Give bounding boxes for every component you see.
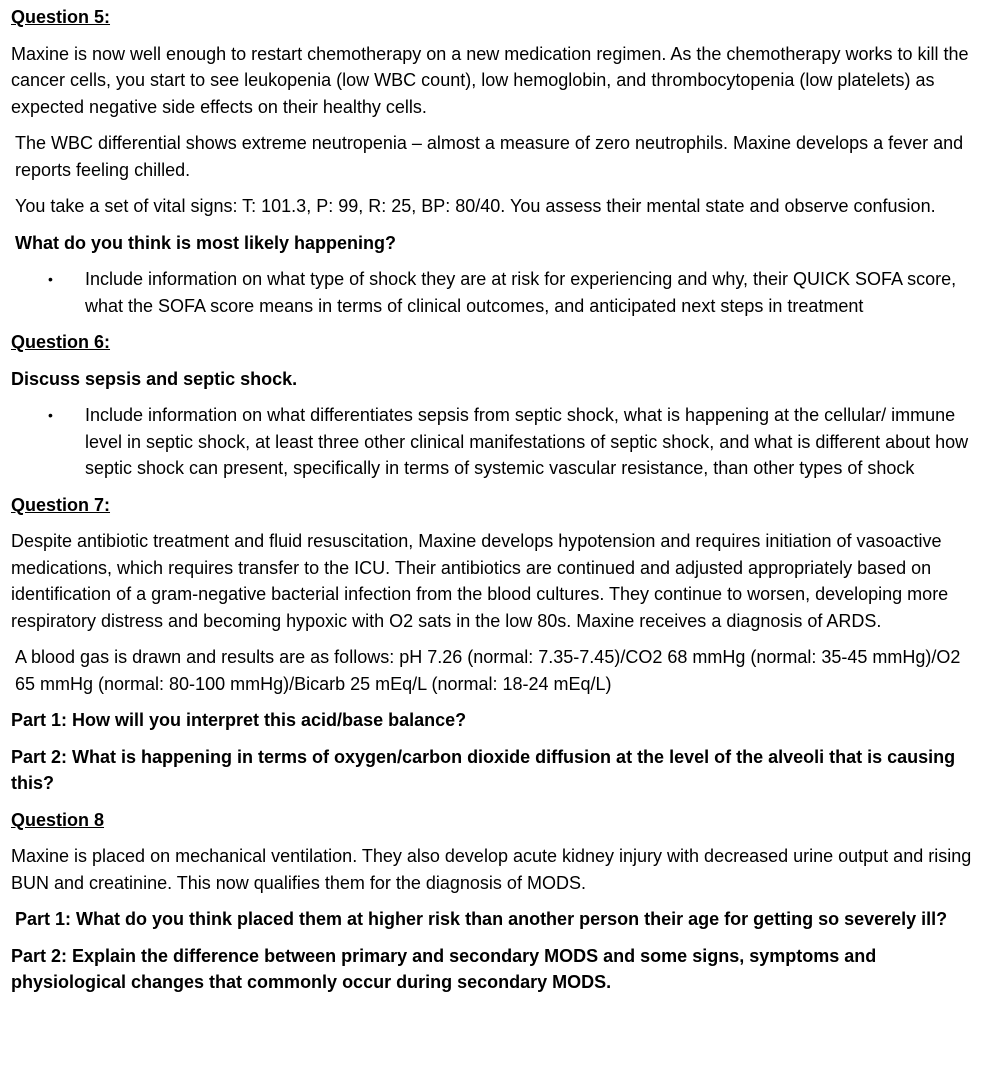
question-5-bullet xyxy=(11,266,978,319)
question-6-bullet-text: Include information on what differentiates sepsis from septic shock, what is happening at the cellular/ immune level in septic shock, at least three other clinical manifestations of septic shock, and what is different about how septic shock can present, specifically in terms of systemic vascular resistance, than other types of shock xyxy=(85,405,969,478)
question-5-bullet-text: Include information on what type of shock they are at risk for experiencing and why, their QUICK SOFA score, what the SOFA score means in terms of clinical outcomes, and anticipated next steps in treatment xyxy=(85,269,957,316)
question-6-prompt: Discuss sepsis and septic shock. xyxy=(11,368,298,389)
question-8 xyxy=(11,807,978,996)
question-5-paragraph-1: Maxine is now well enough to restart chemotherapy on a new medication regimen. As the chemotherapy works to kill the cancer cells, you start to see leukopenia (low WBC count), low hemoglobin, and thrombocytopenia (low platelets) as expected negative side effects on their healthy cells. xyxy=(11,43,969,117)
question-5 xyxy=(11,4,978,319)
question-7-heading: Question 7: xyxy=(11,494,111,515)
question-7-part-2: Part 2: What is happening in terms of oxygen/carbon dioxide diffusion at the level of the alveoli that is causing this? xyxy=(11,746,956,793)
question-6-bullet xyxy=(11,402,978,482)
question-5-heading: Question 5: xyxy=(11,7,111,27)
question-8-part-1: Part 1: What do you think placed them at higher risk than another person their age for getting so severely ill? xyxy=(15,909,948,929)
question-8-part-2: Part 2: Explain the difference between primary and secondary MODS and some signs, symptoms and physiological changes that commonly occur during secondary MODS. xyxy=(11,945,877,992)
question-7-part-1: Part 1: How will you interpret this acid/base balance? xyxy=(11,710,467,730)
question-7-paragraph-1: Despite antibiotic treatment and fluid resuscitation, Maxine develops hypotension and requires initiation of vasoactive medications, which requires transfer to the ICU. Their antibiotics are continued and adjusted appropriately based on identification of a gram-negative bacterial infection from the blood cultures. They continue to worsen, developing more respiratory distress and becoming hypoxic with O2 sats in the low 80s. Maxine receives a diagnosis of ARDS. xyxy=(11,531,949,631)
question-7-blood-gas: A blood gas is drawn and results are as follows: pH 7.26 (normal: 7.35-7.45)/CO2 68 mmHg (normal: 35-45 mmHg)/O2 65 mmHg (normal: 80-100 mmHg)/Bicarb 25 mEq/L (normal: 18-24 mEq/L) xyxy=(15,647,961,694)
question-8-paragraph-1: Maxine is placed on mechanical ventilation. They also develop acute kidney injury with decreased urine output and rising BUN and creatinine. This now qualifies them for the diagnosis of MODS. xyxy=(11,846,972,893)
question-5-vital-signs: You take a set of vital signs: T: 101.3, P: 99, R: 25, BP: 80/40. You assess their mental state and observe confusion. xyxy=(15,196,936,216)
question-5-prompt: What do you think is most likely happening? xyxy=(15,232,397,253)
bullet-icon: • xyxy=(48,407,53,423)
question-6 xyxy=(11,329,978,482)
question-7 xyxy=(11,492,978,797)
question-6-heading: Question 6: xyxy=(11,332,111,352)
question-5-paragraph-2: The WBC differential shows extreme neutropenia – almost a measure of zero neutrophils. Maxine develops a fever and reports feeling chilled. xyxy=(15,133,964,180)
bullet-icon: • xyxy=(48,271,53,287)
question-8-heading: Question 8 xyxy=(11,809,105,830)
